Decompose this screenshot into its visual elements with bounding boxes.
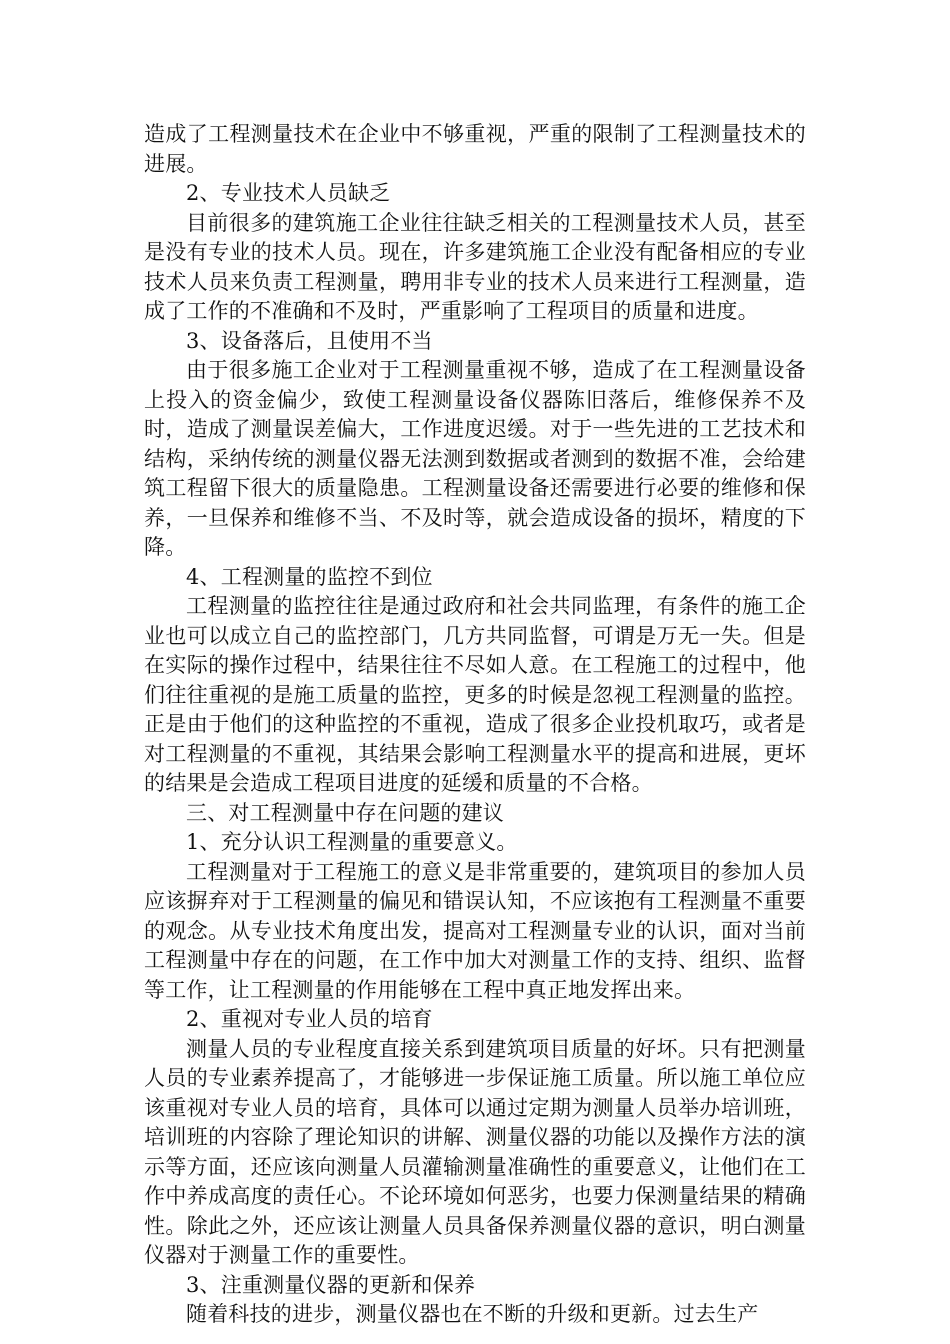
paragraph-continuation: 造成了工程测量技术在企业中不够重视，严重的限制了工程测量技术的进展。 <box>144 122 806 176</box>
paragraph: 测量人员的专业程度直接关系到建筑项目质量的好坏。只有把测量人员的专业素养提高了，才能够进一步保证施工质量。所以施工单位应该重视对专业人员的培育，具体可以通过定期为测量人员举办培训班，培训班的内容除了理论知识的讲解、测量仪器的功能以及操作方法的演示等方面，还应该向测量人员灌输测量准确性的重要意义，让他们在工作中养成高度的责任心。不论环境如何恶劣，也要力保测量结果的精确性。除此之外，还应该让测量人员具备保养测量仪器的意识，明白测量仪器对于测量工作的重要性。 <box>144 1036 806 1267</box>
section-heading-3: 3、注重测量仪器的更新和保养 <box>186 1272 476 1297</box>
paragraph: 工程测量对于工程施工的意义是非常重要的，建筑项目的参加人员应该摒弃对于工程测量的偏见和错误认知，不应该抱有工程测量不重要的观念。从专业技术角度出发，提高对工程测量专业的认识，面对当前工程测量中存在的问题，在工作中加大对测量工作的支持、组织、监督等工作，让工程测量的作用能够在工程中真正地发挥出来。 <box>144 859 806 1002</box>
section-heading-2: 2、专业技术人员缺乏 <box>186 181 391 205</box>
section-heading-1: 1、充分认识工程测量的重要意义。 <box>186 830 518 854</box>
chapter-heading-3: 三、对工程测量中存在问题的建议 <box>186 800 504 825</box>
section-heading-4: 4、工程测量的监控不到位 <box>186 564 433 589</box>
section-heading-3: 3、设备落后，且使用不当 <box>186 328 433 353</box>
paragraph: 工程测量的监控往往是通过政府和社会共同监理，有条件的施工企业也可以成立自己的监控部门，几方共同监督，可谓是万无一失。但是在实际的操作过程中，结果往往不尽如人意。在工程施工的过程中，他们往往重视的是施工质量的监控，更多的时候是忽视工程测量的监控。正是由于他们的这种监控的不重视，造成了很多企业投机取巧，或者是对工程测量的不重视，其结果会影响工程测量水平的提高和进展，更坏的结果是会造成工程项目进度的延缓和质量的不合格。 <box>144 594 806 795</box>
paragraph: 由于很多施工企业对于工程测量重视不够，造成了在工程测量设备上投入的资金偏少，致使工程测量设备仪器陈旧落后，维修保养不及时，造成了测量误差偏大，工作进度迟缓。对于一些先进的工艺技术和结构，采纳传统的测量仪器无法测到数据或者测到的数据不准，会给建筑工程留下很大的质量隐患。工程测量设备还需要进行必要的维修和保养，一旦保养和维修不当、不及时等，就会造成设备的损坏，精度的下降。 <box>144 358 806 559</box>
document-body <box>144 120 806 1330</box>
paragraph: 随着科技的进步，测量仪器也在不断的升级和更新。过去生产 <box>186 1302 759 1326</box>
section-heading-2: 2、重视对专业人员的培育 <box>186 1007 433 1031</box>
paragraph: 目前很多的建筑施工企业往往缺乏相关的工程测量技术人员，甚至是没有专业的技术人员。现在，许多建筑施工企业没有配备相应的专业技术人员来负责工程测量，聘用非专业的技术人员来进行工程测量，造成了工作的不准确和不及时，严重影响了工程项目的质量和进度。 <box>144 210 806 323</box>
